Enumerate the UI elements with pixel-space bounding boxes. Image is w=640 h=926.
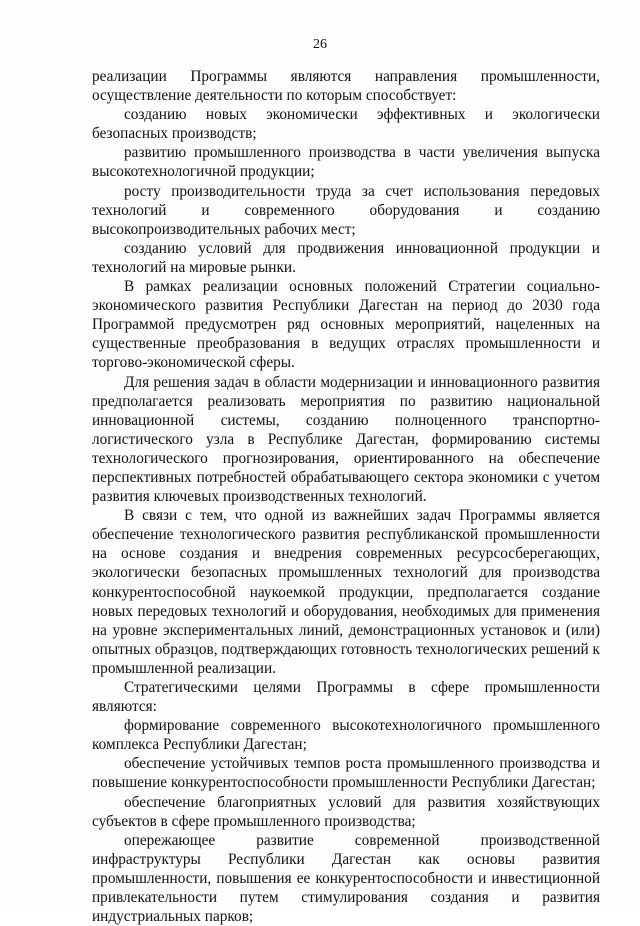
paragraph-10: формирование современного высокотехнологичного промышленного комплекса Республики Дагестан; <box>92 717 600 754</box>
paragraph-6: В рамках реализации основных положений Стратегии социально-экономического развития Республики Дагестан на период до 2030 года Программой предусмотрен ряд основных мероприятий, нацеленных на существенные преобразования в ведущих отраслях промышленности и торгово-экономической сферы. <box>92 278 600 372</box>
paragraph-8: В связи с тем, что одной из важнейших задач Программы является обеспечение технологического развития республиканской промышленности на основе создания и внедрения современных ресурсосберегающих, экологически безопасных промышленных технологий для производства конкурентоспособной наукоемкой продукции, предполагается создание новых передовых технологий и оборудования, необходимых для применения на уровне экспериментальных линий, демонстрационных установок и (или) опытных образцов, подтверждающих готовность технологических решений к промышленной реализации. <box>92 507 600 677</box>
paragraph-2: созданию новых экономически эффективных и экологически безопасных производств; <box>92 106 600 143</box>
paragraph-1: реализации Программы являются направления промышленности, осуществление деятельности по которым способствует: <box>92 68 600 105</box>
paragraph-11: обеспечение устойчивых темпов роста промышленного производства и повышение конкурентоспособности промышленности Республики Дагестан; <box>92 755 600 792</box>
page-number: 26 <box>313 37 327 52</box>
paragraph-13: опережающее развитие современной производственной инфраструктуры Республики Дагестан как основы развития промышленности, повышения ее конкурентоспособности и инвестиционной привлекательности путем стимулирования создания и развития индустриальных парков; <box>92 831 600 926</box>
paragraph-12: обеспечение благоприятных условий для развития хозяйствующих субъектов в сфере промышленного производства; <box>92 793 600 830</box>
paragraph-4: росту производительности труда за счет использования передовых технологий и современного оборудования и созданию высокопроизводительных рабочих мест; <box>92 182 600 238</box>
paragraph-3: развитию промышленного производства в части увеличения выпуска высокотехнологичной продукции; <box>92 144 600 181</box>
paragraph-9: Стратегическими целями Программы в сфере промышленности являются: <box>92 679 600 716</box>
paragraph-7: Для решения задач в области модернизации и инновационного развития предполагается реализовать мероприятия по развитию национальной инновационной системы, созданию полноценного транспортно-логистического узла в Республике Дагестан, формированию системы технологического прогнозирования, ориентированного на обеспечение перспективных потребностей обрабатывающего сектора экономики с учетом развития ключевых производственных технологий. <box>92 373 600 506</box>
page-body <box>92 67 600 926</box>
paragraph-5: созданию условий для продвижения инновационной продукции и технологий на мировые рынки. <box>92 239 600 276</box>
